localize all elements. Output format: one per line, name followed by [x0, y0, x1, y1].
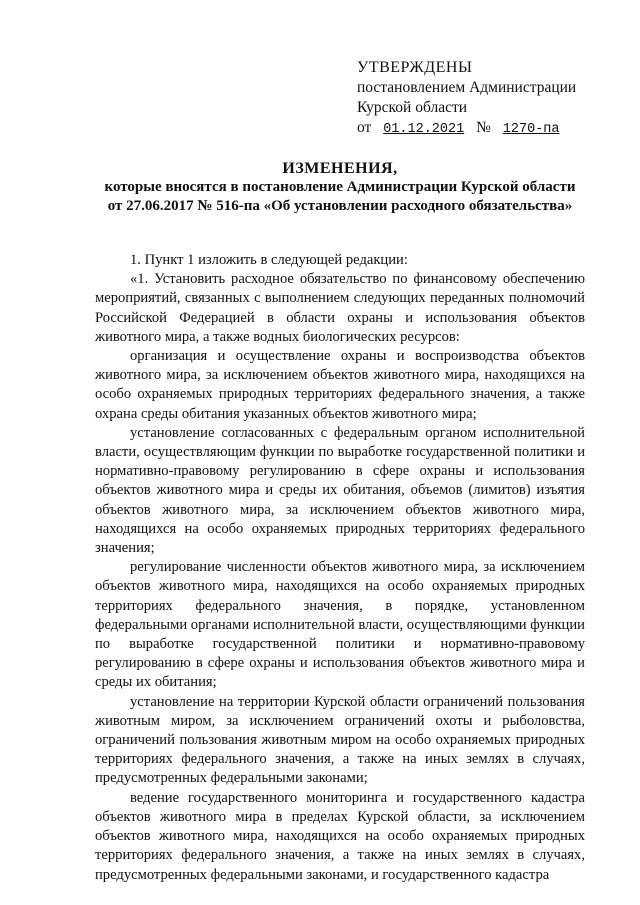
paragraph: 1. Пункт 1 изложить в следующей редакции:	[130, 252, 408, 268]
approval-date-line	[357, 118, 597, 140]
heading-line-1: которые вносятся в постановление Администрации Курской области	[104, 179, 576, 195]
approval-block	[357, 58, 597, 140]
paragraph: установление согласованных с федеральным органом исполнительной власти, осуществляющим функции по выработке государственной политики и нормативно-правовому регулированию в сфере охраны и использования объектов животного мира и среды их обитания, объемов (лимитов) изъятия объектов животного мира, за исключением объектов животного мира, находящихся на особо охраняемых природных территориях федерального значения;	[95, 424, 585, 557]
approval-date: 01.12.2021	[383, 122, 465, 137]
document-heading	[90, 159, 590, 216]
paragraph: «1. Установить расходное обязательство по финансовому обеспечению мероприятий, связанных с выполнением следующих переданных полномочий Российской Федерацией в области охраны и использования объектов животного мира, а также водных биологических ресурсов:	[95, 271, 585, 345]
approval-number: 1270-па	[502, 122, 560, 137]
paragraph: организация и осуществление охраны и воспроизводства объектов животного мира, за исключением объектов животного мира, находящихся на особо охраняемых природных территориях федерального значения, а также охрана среды обитания указанных объектов животного мира;	[95, 348, 585, 422]
number-prefix: №	[476, 119, 491, 136]
date-prefix: от	[357, 119, 372, 136]
paragraph: регулирование численности объектов животного мира, за исключением объектов животного мира, находящихся на особо охраняемых природных территориях федерального значения, в порядке, установленном федеральными органами исполнительной власти, осуществляющими функции по выработке государственной политики и нормативно-правовому регулированию в сфере охраны и использования объектов животного мира и среды их обитания;	[95, 559, 585, 691]
heading-line-2: от 27.06.2017 № 516-па «Об установлении расходного обязательства»	[107, 198, 573, 214]
approval-line-1: постановлением Администрации	[357, 79, 577, 96]
paragraph: установление на территории Курской области ограничений пользования животным миром, за исключением ограничений охоты и рыболовства, ограничений пользования животным миром на особо охраняемых природных территориях федерального значения, а также на иных землях в случаях, предусмотренных федеральными законами;	[95, 693, 585, 787]
document-title: ИЗМЕНЕНИЯ,	[282, 160, 398, 177]
paragraph: ведение государственного мониторинга и государственного кадастра объектов животного мира в пределах Курской области, за исключением объектов животного мира, находящихся на особо охраняемых природных территориях федерального значения, а также на иных землях в случаях, предусмотренных федеральными законами, и государственного кадастра	[95, 789, 585, 883]
document-body	[95, 251, 585, 885]
approval-title: УТВЕРЖДЕНЫ	[357, 59, 473, 76]
approval-line-2: Курской области	[357, 99, 468, 116]
